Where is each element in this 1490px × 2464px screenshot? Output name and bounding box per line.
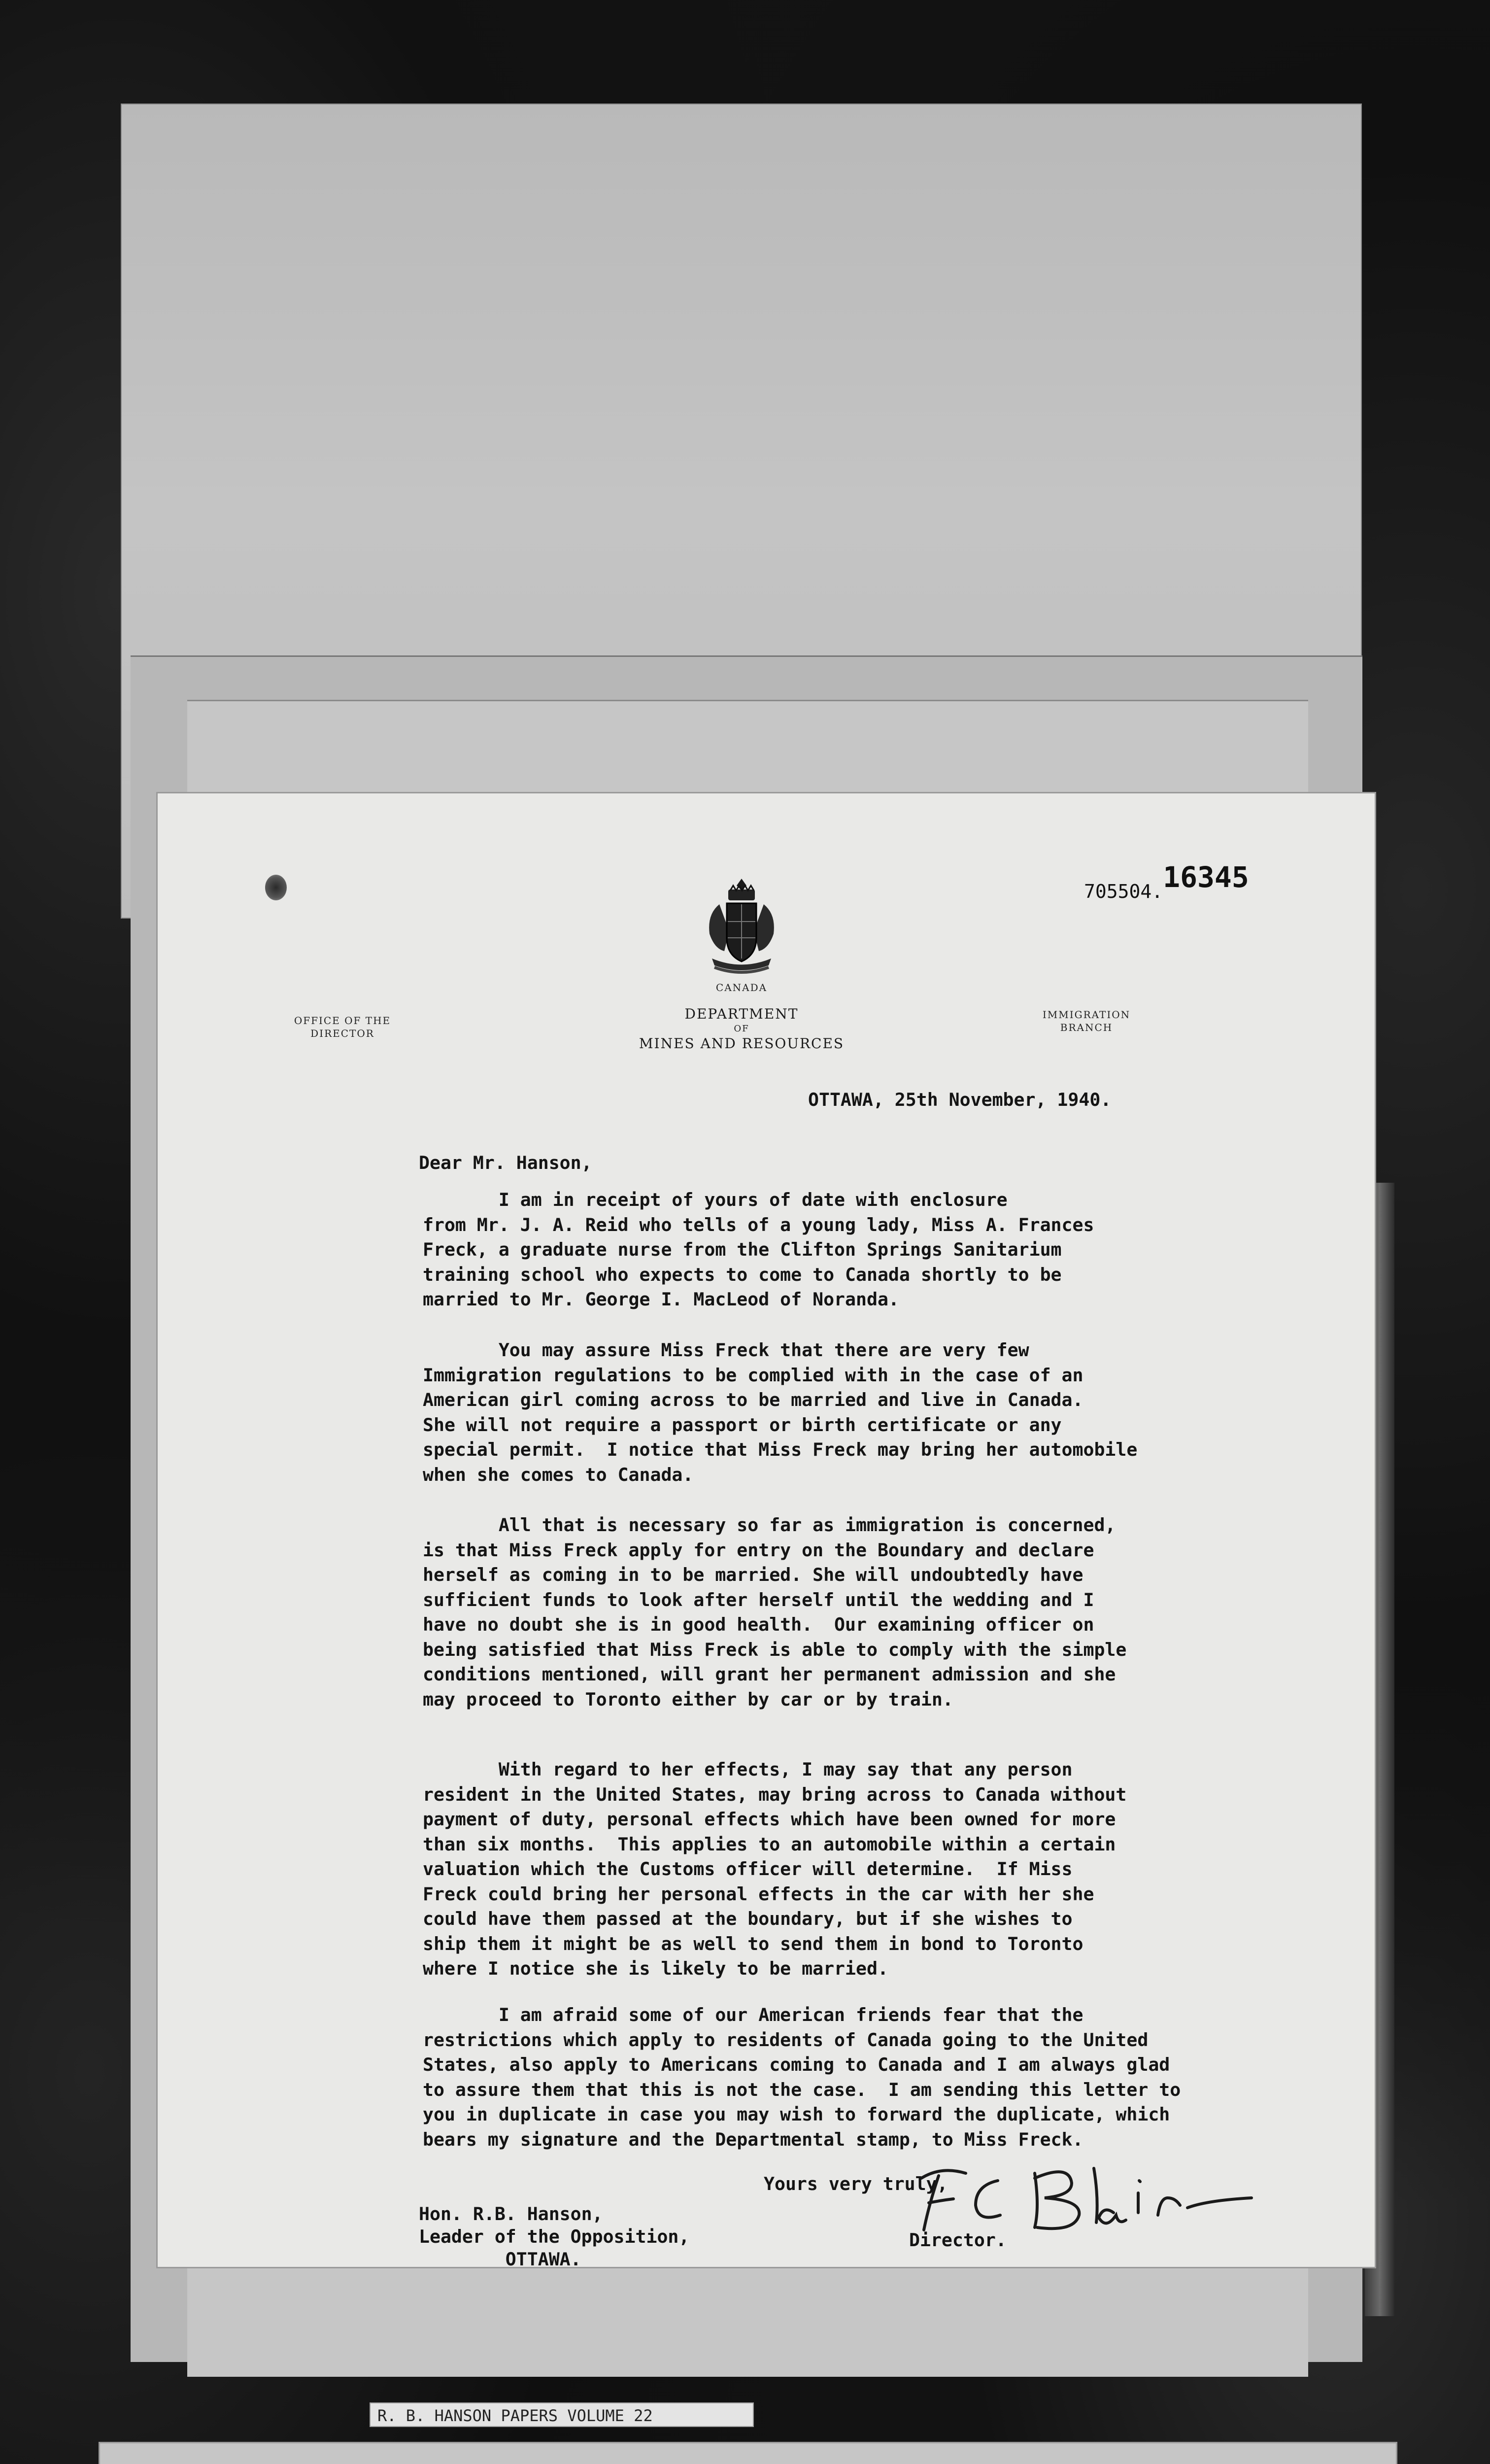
paragraph: I am afraid some of our American friends fear that the restrictions which apply to residents of Canada going to the United States, also apply to Americans coming to Canada and I am always glad to assure them that this is not the case. I am sending this letter to you in duplicate in case you may wish to forward the duplicate, which bears my signature and the Departmental stamp, to Miss Freck. <box>423 2004 1181 2150</box>
signer-title: Director. <box>909 2229 1007 2251</box>
department-of: OF <box>734 1024 749 1034</box>
letter-date: OTTAWA, 25th November, 1940. <box>808 1089 1112 1110</box>
closing: Yours very truly, <box>764 2173 948 2194</box>
paragraph: All that is necessary so far as immigration is concerned, is that Miss Freck apply for entry on the Boundary and declare herself as coming in to be married. She will undoubtedly have sufficient funds to look after herself until the wedding and I have no doubt she is in good health. Our examining officer on being satisfied that Miss Freck is able to comply with the simple conditions mentioned, will grant her permanent admission and she may proceed to Toronto either by car or by train. <box>423 1514 1127 1710</box>
recipient-address: Hon. R.B. Hanson, Leader of the Opposition, OTTAWA. <box>419 2203 690 2270</box>
collection-label: R. B. HANSON PAPERS VOLUME 22 <box>370 2402 754 2427</box>
archive-stamp <box>99 2442 1397 2464</box>
file-number-prefix: 705504. <box>1084 881 1163 902</box>
punch-hole <box>265 875 287 900</box>
paragraph: With regard to her effects, I may say that any person resident in the United States, may bring across to Canada without payment of duty, personal effects which have been owned for more than six months. This applies to an automobile within a certain valuation which the Customs officer will determine. If Miss Freck could bring her personal effects in the car with her she could have them passed at the boundary, but if she wishes to ship them it might be as well to send them in bond to Toronto where I notice she is likely to be married. <box>423 1759 1127 1979</box>
letterhead-office <box>269 1014 416 1040</box>
office-line2: DIRECTOR <box>310 1027 374 1039</box>
branch-line1: IMMIGRATION <box>1042 1009 1131 1021</box>
salutation: Dear Mr. Hanson, <box>419 1152 592 1173</box>
letterhead-department <box>631 1005 852 1053</box>
office-line1: OFFICE OF THE <box>294 1015 391 1027</box>
department-line1: DEPARTMENT <box>684 1006 799 1022</box>
paragraph: You may assure Miss Freck that there are very few Immigration regulations to be complied with in the case of an American girl coming across to be married and live in Canada. She will not require a passport or birth certificate or any special permit. I notice that Miss Freck may bring her automobile when she comes to Canada. <box>423 1339 1138 1485</box>
department-line2: MINES AND RESOURCES <box>639 1035 845 1052</box>
file-number <box>1084 860 1249 905</box>
letterhead-branch <box>1013 1008 1160 1034</box>
letter-page <box>158 793 1375 2270</box>
paragraph: I am in receipt of yours of date with enclosure from Mr. J. A. Reid who tells of a young lady, Miss A. Frances Freck, a graduate nurse from the Clifton Springs Sanitarium training school who expects to come to Canada shortly to be married to Mr. George I. MacLeod of Noranda. <box>423 1189 1094 1310</box>
letterhead-country: CANADA <box>715 982 768 993</box>
coat-of-arms-icon <box>700 875 783 981</box>
branch-line2: BRANCH <box>1060 1022 1113 1033</box>
file-number-main: 16345 <box>1163 860 1249 894</box>
